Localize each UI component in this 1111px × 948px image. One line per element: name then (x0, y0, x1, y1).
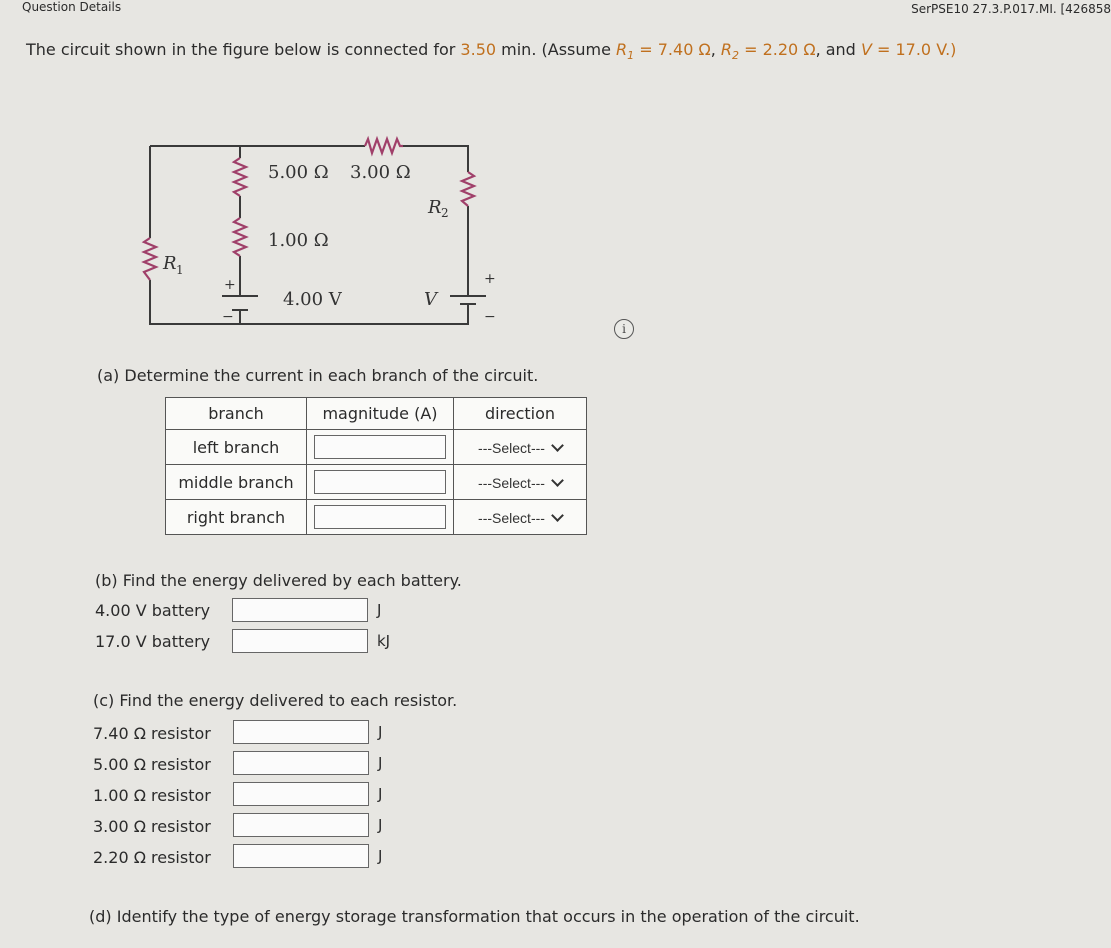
resistor-3.00-energy-input[interactable] (233, 813, 369, 837)
middle-branch-magnitude-input[interactable] (314, 470, 446, 494)
resistor-r2 (462, 172, 474, 206)
time-unit: min. (501, 40, 537, 59)
resistor-label: 1.00 Ω resistor (93, 786, 211, 805)
right-branch-direction-select[interactable]: ---Select--- (454, 500, 587, 535)
plus-right: + (484, 271, 496, 287)
battery-17v-energy-input[interactable] (232, 629, 368, 653)
label-5ohm: 5.00 Ω (268, 162, 329, 183)
chevron-down-icon (551, 474, 564, 487)
resistor-5.00-energy-input[interactable] (233, 751, 369, 775)
minus-right: − (484, 309, 496, 325)
battery-17v-unit: kJ (377, 632, 391, 650)
problem-id: SerPSE10 27.3.P.017.MI. [426858 (911, 2, 1111, 16)
resistor-unit: J (378, 847, 383, 865)
branch-current-table (165, 397, 587, 535)
resistor-unit: J (378, 723, 383, 741)
plus-middle: + (224, 277, 236, 293)
assume-prefix: (Assume (541, 40, 611, 59)
header-direction: direction (454, 398, 587, 430)
label-r1: R (163, 253, 177, 274)
problem-intro: The circuit shown in the figure below is connected for (26, 40, 456, 59)
right-branch-magnitude-input[interactable] (314, 505, 446, 529)
resistor-unit: J (378, 785, 383, 803)
time-value: 3.50 (460, 40, 497, 59)
label-r2: R (428, 197, 442, 218)
question-details-title: Question Details (22, 0, 122, 14)
table-row (166, 465, 587, 500)
label-v: V (424, 289, 437, 310)
battery-17v-label: 17.0 V battery (95, 632, 211, 651)
part-d-question: (d) Identify the type of energy storage transformation that occurs in the operation of the circuit. (89, 907, 860, 926)
label-1ohm: 1.00 Ω (268, 230, 329, 251)
battery-4v-unit: J (377, 601, 382, 619)
resistor-2.20-energy-input[interactable] (233, 844, 369, 868)
left-branch-magnitude-input[interactable] (314, 435, 446, 459)
label-r1-sub: 1 (176, 263, 184, 277)
part-c-question: (c) Find the energy delivered to each resistor. (93, 691, 458, 710)
battery-4v-label: 4.00 V battery (95, 601, 211, 620)
circuit-diagram (0, 0, 700, 360)
table-row (166, 430, 587, 465)
middle-branch-direction-select[interactable]: ---Select--- (454, 465, 587, 500)
r1-symbol: $R_1$ (616, 40, 635, 63)
header-magnitude: magnitude (A) (307, 398, 454, 430)
part-a-question: (a) Determine the current in each branch of the circuit. (97, 366, 539, 385)
resistor-unit: J (378, 816, 383, 834)
minus-middle: − (222, 309, 234, 325)
v-unit: V.) (936, 40, 957, 59)
label-3ohm: 3.00 Ω (350, 162, 411, 183)
table-header-row (166, 398, 587, 430)
battery-4v-energy-input[interactable] (232, 598, 368, 622)
header-branch: branch (166, 398, 307, 430)
resistor-unit: J (378, 754, 383, 772)
resistor-7.40-energy-input[interactable] (233, 720, 369, 744)
r1-value: 7.40 (657, 40, 694, 59)
resistor-label: 5.00 Ω resistor (93, 755, 211, 774)
r2-symbol: $R_2$ (720, 40, 740, 63)
resistor-1.00-energy-input[interactable] (233, 782, 369, 806)
left-branch-direction-select[interactable]: ---Select--- (454, 430, 587, 465)
part-b-question: (b) Find the energy delivered by each battery. (95, 571, 462, 590)
resistor-top (365, 139, 403, 153)
branch-label: right branch (166, 500, 307, 535)
label-4v: 4.00 V (283, 289, 342, 310)
chevron-down-icon (551, 439, 564, 452)
r2-value: 2.20 (762, 40, 799, 59)
resistor-1ohm (234, 218, 246, 256)
resistor-label: 3.00 Ω resistor (93, 817, 211, 836)
resistor-r1 (144, 238, 156, 280)
chevron-down-icon (551, 509, 564, 522)
and-text: , and (815, 40, 856, 59)
wire-top-right (403, 146, 468, 172)
ohm-symbol: Ω (803, 40, 816, 59)
label-r2-sub: 2 (441, 206, 449, 220)
info-icon[interactable]: i (614, 319, 634, 339)
branch-label: middle branch (166, 465, 307, 500)
table-row (166, 500, 587, 535)
v-value: 17.0 (895, 40, 932, 59)
ohm-symbol: Ω (698, 40, 711, 59)
resistor-label: 7.40 Ω resistor (93, 724, 211, 743)
resistor-5ohm (234, 158, 246, 196)
branch-label: left branch (166, 430, 307, 465)
v-symbol: V (860, 40, 872, 59)
resistor-label: 2.20 Ω resistor (93, 848, 211, 867)
problem-statement: The circuit shown in the figure below is connected for 3.50 min. (Assume $R_1 = 7.40$ Ω, $R_2 = 2.20$ Ω, and V = 17.0 V.) (26, 40, 957, 63)
